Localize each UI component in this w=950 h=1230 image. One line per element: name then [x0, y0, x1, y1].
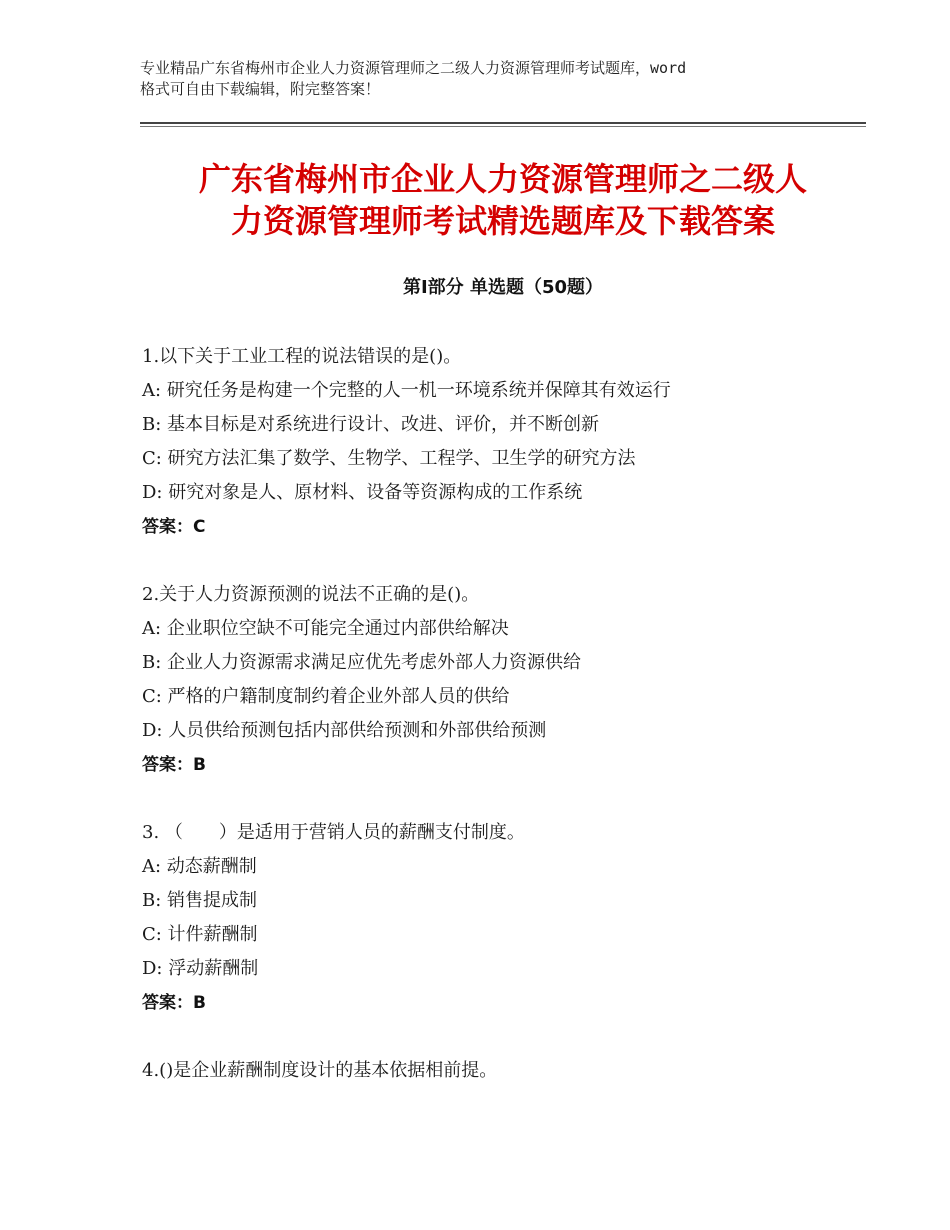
- answer-label: 答案：C: [142, 517, 206, 537]
- document-title: [140, 158, 866, 242]
- option-b: B: 基本目标是对系统进行设计、改进、评价，并不断创新: [142, 414, 600, 435]
- document-title-line-2: 力资源管理师考试精选题库及下载答案: [230, 202, 775, 240]
- question-1: [142, 340, 862, 544]
- question-list: [142, 340, 862, 1122]
- document-title-line-1: 广东省梅州市企业人力资源管理师之二级人: [198, 160, 807, 198]
- option-b: B: 企业人力资源需求满足应优先考虑外部人力资源供给: [142, 652, 582, 673]
- question-4: [142, 1054, 862, 1088]
- header-note-line-1: 专业精品广东省梅州市企业人力资源管理师之二级人力资源管理师考试题库，word: [140, 59, 687, 77]
- option-d: D: 浮动薪酬制: [142, 958, 259, 979]
- question-stem: 1.以下关于工业工程的说法错误的是()。: [142, 346, 462, 367]
- option-a: A: 研究任务是构建一个完整的人一机一环境系统并保障其有效运行: [142, 380, 671, 401]
- question-stem: 2.关于人力资源预测的说法不正确的是()。: [142, 584, 480, 605]
- question-stem: 4.()是企业薪酬制度设计的基本依据相前提。: [142, 1060, 498, 1081]
- section-title: 第Ⅰ部分 单选题（50题）: [402, 277, 603, 298]
- option-c: C: 研究方法汇集了数学、生物学、工程学、卫生学的研究方法: [142, 448, 636, 469]
- header-note-line-2: 格式可自由下载编辑，附完整答案！: [140, 80, 381, 98]
- option-b: B: 销售提成制: [142, 890, 258, 911]
- option-d: D: 人员供给预测包括内部供给预测和外部供给预测: [142, 720, 547, 741]
- option-c: C: 严格的户籍制度制约着企业外部人员的供给: [142, 686, 510, 707]
- header-divider-thick: [140, 122, 866, 124]
- question-stem: 3. （ ）是适用于营销人员的薪酬支付制度。: [142, 822, 525, 843]
- option-a: A: 动态薪酬制: [142, 856, 257, 877]
- option-c: C: 计件薪酬制: [142, 924, 258, 945]
- option-a: A: 企业职位空缺不可能完全通过内部供给解决: [142, 618, 509, 639]
- option-d: D: 研究对象是人、原材料、设备等资源构成的工作系统: [142, 482, 583, 503]
- header-divider-thin: [140, 126, 866, 127]
- question-2: [142, 578, 862, 782]
- header-note: [140, 58, 820, 100]
- question-3: [142, 816, 862, 1020]
- answer-label: 答案：B: [142, 755, 206, 775]
- answer-label: 答案：B: [142, 993, 206, 1013]
